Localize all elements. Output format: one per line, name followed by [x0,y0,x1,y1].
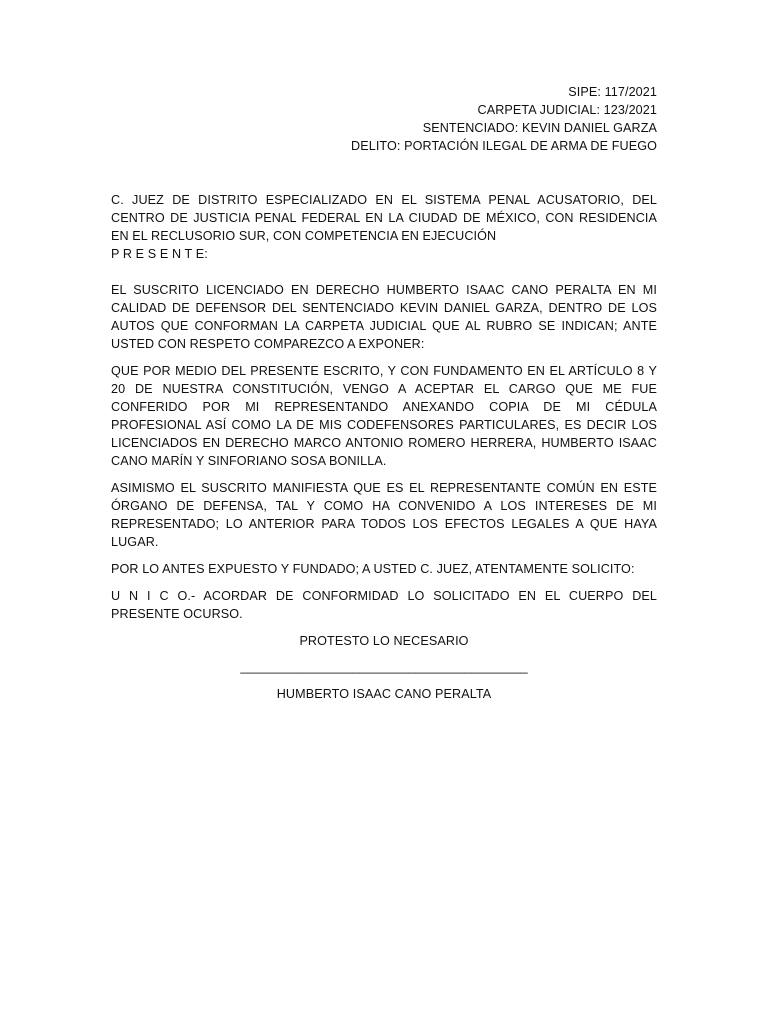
body-paragraph-1: EL SUSCRITO LICENCIADO EN DERECHO HUMBERTO ISAAC CANO PERALTA EN MI CALIDAD DE DEFENSOR DEL SENTENCIADO KEVIN DANIEL GARZA, DENTRO DE LOS AUTOS QUE CONFORMAN LA CARPETA JUDICIAL QUE AL RUBRO SE INDICAN; ANTE USTED CON RESPETO COMPAREZCO A EXPONER: [111,283,657,351]
signer-name: HUMBERTO ISAAC CANO PERALTA [276,687,492,701]
sipe-number: SIPE: 117/2021 [568,85,657,99]
petition-paragraph: U N I C O.- ACORDAR DE CONFORMIDAD LO SOLICITADO EN EL CUERPO DEL PRESENTE OCURSO. [111,589,657,621]
addressee-text: C. JUEZ DE DISTRITO ESPECIALIZADO EN EL SISTEMA PENAL ACUSATORIO, DEL CENTRO DE JUSTICIA PENAL FEDERAL EN LA CIUDAD DE MÉXICO, CON RESIDENCIA EN EL RECLUSORIO SUR, CON COMPETENCIA EN EJECUCIÓN [111,193,657,243]
carpeta-judicial: CARPETA JUDICIAL: 123/2021 [477,103,657,117]
addressee-block [111,191,657,263]
presente-label: P R E S E N T E: [111,247,208,261]
body-paragraph-4: POR LO ANTES EXPUESTO Y FUNDADO; A USTED C. JUEZ, ATENTAMENTE SOLICITO: [111,562,635,576]
delito: DELITO: PORTACIÓN ILEGAL DE ARMA DE FUEGO [351,139,657,153]
sentenciado: SENTENCIADO: KEVIN DANIEL GARZA [422,121,657,135]
case-header [111,83,657,155]
body-paragraph-2: QUE POR MEDIO DEL PRESENTE ESCRITO, Y CON FUNDAMENTO EN EL ARTÍCULO 8 Y 20 DE NUESTRA CONSTITUCIÓN, VENGO A ACEPTAR EL CARGO QUE ME FUE CONFERIDO POR MI REPRESENTANDO ANEXANDO COPIA DE MI CÉDULA PROFESIONAL ASÍ COMO LA DE MIS CODEFENSORES PARTICULARES, ES DECIR LOS LICENCIADOS EN DERECHO MARCO ANTONIO ROMERO HERRERA, HUMBERTO ISAAC CANO MARÍN Y SINFORIANO SOSA BONILLA. [111,364,657,468]
document-content [111,83,657,703]
body-paragraph-3: ASIMISMO EL SUSCRITO MANIFIESTA QUE ES EL REPRESENTANTE COMÚN EN ESTE ÓRGANO DE DEFENSA, TAL Y COMO HA CONVENIDO A LOS INTERESES DE MI REPRESENTADO; LO ANTERIOR PARA TODOS LOS EFECTOS LEGALES A QUE HAYA LUGAR. [111,481,657,549]
signature-line: _________________________________________ [240,660,528,674]
protesto-line: PROTESTO LO NECESARIO [299,634,469,648]
